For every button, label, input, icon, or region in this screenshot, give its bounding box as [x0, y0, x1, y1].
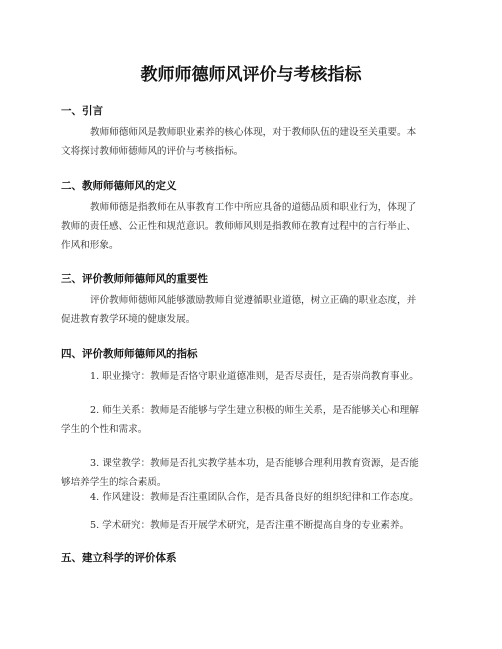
text-line: 5. 学术研究：教师是否开展学术研究，是否注重不断提高自身的专业素养。 — [90, 520, 410, 531]
text-line: 够培养学生的综合素质。 — [61, 477, 167, 488]
text-line: 2. 师生关系：教师是否能够与学生建立积极的师生关系，是否能够关心和理解 — [90, 405, 419, 416]
section-heading-intro: 一、引言 — [61, 105, 103, 117]
section-heading-definition: 二、教师师德师风的定义 — [61, 180, 177, 192]
paragraph-intro — [61, 123, 446, 161]
text-line: 评价教师师德师风能够激励教师自觉遵循职业道德，树立正确的职业态度，并 — [90, 295, 417, 306]
text-line: 教师的责任感、公正性和规范意识。教师师风则是指教师在教育过程中的言行举止、 — [61, 221, 416, 232]
text-line: 4. 作风建设：教师是否注重团队合作，是否具备良好的组织纪律和工作态度。 — [90, 492, 419, 503]
text-line: 教师师德是指教师在从事教育工作中所应具备的道德品质和职业行为，体现了 — [90, 202, 417, 213]
list-item — [61, 516, 446, 535]
text-line: 3. 课堂教学：教师是否扎实教学基本功，是否能够合理利用教育资源，是否能 — [90, 458, 419, 469]
section-heading-evaluation-system: 五、建立科学的评价体系 — [61, 552, 177, 564]
paragraph-definition — [61, 198, 446, 255]
text-line: 作风和形象。 — [61, 240, 119, 251]
paragraph-importance — [61, 291, 446, 329]
section-heading-indicators: 四、评价教师师德师风的指标 — [61, 348, 198, 360]
text-line: 1. 职业操守：教师是否恪守职业道德准则，是否尽责任，是否崇尚教育事业。 — [90, 371, 419, 382]
document-title: 教师师德师风评价与考核指标 — [140, 65, 362, 85]
list-item — [61, 401, 446, 439]
text-line: 文将探讨教师师德师风的评价与考核指标。 — [61, 146, 244, 157]
list-item — [61, 367, 446, 386]
list-item — [61, 454, 446, 492]
section-heading-importance: 三、评价教师师德师风的重要性 — [61, 273, 208, 285]
text-line: 教师师德师风是教师职业素养的核心体现，对于教师队伍的建设至关重要。本 — [90, 127, 417, 138]
text-line: 促进教育教学环境的健康发展。 — [61, 314, 196, 325]
list-item — [61, 488, 446, 507]
text-line: 学生的个性和需求。 — [61, 424, 148, 435]
